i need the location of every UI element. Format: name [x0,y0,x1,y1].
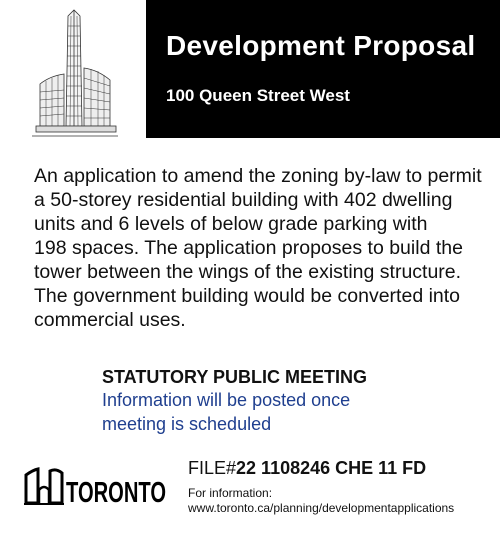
meeting-info [102,388,432,436]
contact-info [188,486,454,516]
description-line: a 50-storey residential building with 402 dwelling [34,189,453,211]
description-line: commercial uses. [34,309,186,331]
city-hall-logo-icon [24,466,168,509]
logo-wordmark: TORONTO [66,477,166,509]
meeting-info-line: Information will be posted once [102,390,351,410]
header-band [146,0,500,138]
site-address: 100 Queen Street West [166,86,350,105]
file-id: 22 1108246 CHE 11 FD [236,458,427,478]
description-line: units and 6 levels of below grade parking with [34,213,428,235]
description-line: The government building would be converted into [34,285,461,307]
file-number [188,457,426,479]
tower-rendering-icon [28,6,120,138]
file-prefix: FILE# [188,458,237,478]
toronto-logo [24,466,168,509]
contact-url[interactable]: www.toronto.ca/planning/developmentapplications [188,501,455,515]
contact-label: For information: [188,486,273,500]
description-line: An application to amend the zoning by-law to permit [34,165,482,187]
meeting-title: STATUTORY PUBLIC MEETING [102,367,368,387]
description-line: tower between the wings of the existing structure. [34,261,462,283]
description-line: 198 spaces. The application proposes to build the [34,237,463,259]
application-description [34,164,498,332]
page-title: Development Proposal [166,30,476,61]
meeting-notice [102,366,432,436]
meeting-info-line: meeting is scheduled [102,414,272,434]
